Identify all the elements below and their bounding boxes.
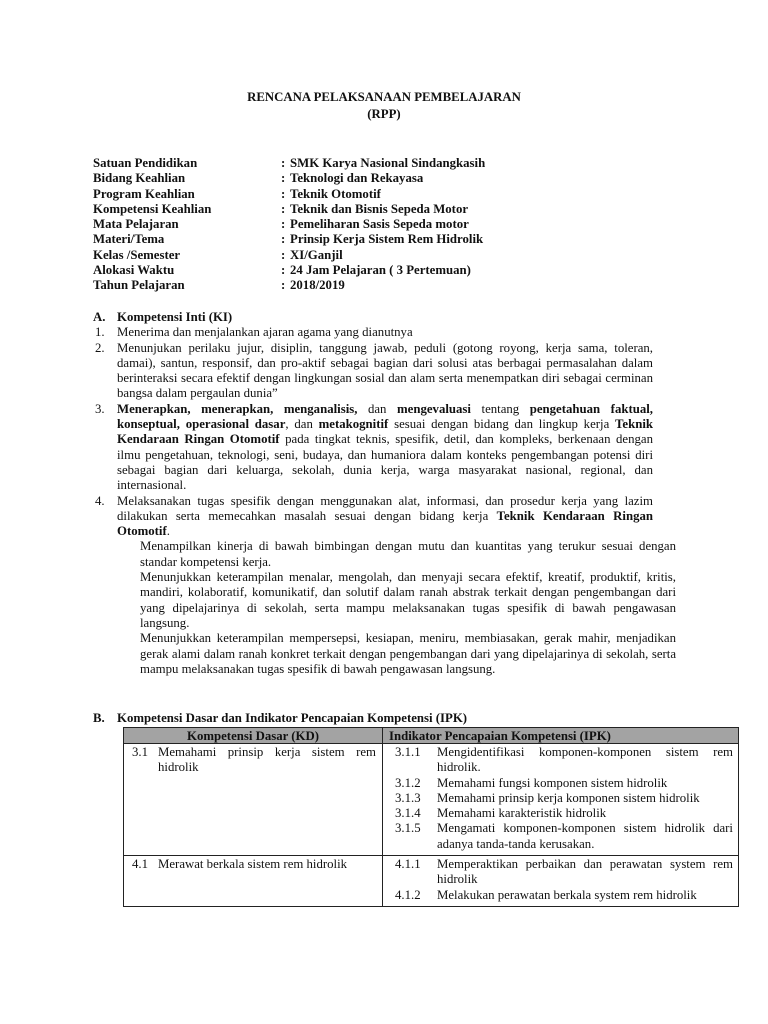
ipk-text: Memahami fungsi komponen sistem hidrolik [437,775,668,790]
info-row [93,156,485,171]
info-colon: : [281,156,286,170]
ki-bold-text: mengevaluasi [397,401,471,416]
ipk-text: Mengamati komponen-komponen sistem hidrolik dari adanya tanda-tanda kerusakan. [437,821,733,851]
identity-block [93,156,485,294]
section-kompetensi-dasar [93,711,743,726]
ki-plain-text: tentang [470,401,530,416]
ki-plain-text: dan [357,401,398,416]
document-title [0,89,768,122]
info-colon: : [281,232,286,247]
info-value: Teknologi dan Rekayasa [290,171,424,186]
ki-number: 4. [95,493,105,508]
kd-number: 4.1 [132,857,148,872]
info-value: SMK Karya Nasional Sindangkasih [290,156,486,170]
info-label: Satuan Pendidikan [93,156,198,170]
ipk-cell [383,744,739,856]
ipk-text: Melakukan perawatan berkala system rem hidrolik [437,887,697,902]
info-colon: : [281,263,286,278]
info-value: 24 Jam Pelajaran ( 3 Pertemuan) [290,263,471,278]
section-b-title: Kompetensi Dasar dan Indikator Pencapaian Kompetensi (IPK) [117,711,468,725]
ki-paragraph: Menunjukkan keterampilan mempersepsi, kesiapan, meniru, membiasakan, gerak mahir, menjadikan gerak alami dalam ranah konkret terkait dengan pengembangan dari yang dipelajarinya di sekolah, serta mampu melaksanakan tugas spesifik di bawah pengawasan langsung. [140,631,676,676]
info-value: 2018/2019 [290,278,345,293]
ipk-text: Memahami karakteristik hidrolik [437,806,607,821]
ipk-number: 3.1.4 [395,806,421,821]
info-row [93,278,485,293]
section-a-letter: A. [93,310,106,324]
info-row [93,217,485,232]
ki-plain-text: sesuai dengan bidang dan lingkup kerja [388,417,616,432]
ipk-number: 4.1.1 [395,857,421,872]
ki-number: 1. [95,325,105,340]
ipk-item [387,821,734,852]
info-row [93,248,485,263]
ipk-number: 3.1.1 [395,745,421,759]
ipk-number: 3.1.2 [395,775,421,790]
ki-text [117,494,653,540]
info-label: Materi/Tema [93,232,165,247]
table-row [124,856,739,907]
table-row [124,744,739,856]
ipk-item [387,791,734,806]
section-b-heading [93,711,743,726]
info-label: Kelas /Semester [93,247,181,262]
table-header-ipk: Indikator Pencapaian Kompetensi (IPK) [383,728,739,744]
info-colon: : [281,247,286,262]
info-row [93,202,485,217]
kd-text: Memahami prinsip kerja sistem rem hidrolik [158,745,376,775]
title-line-1: RENCANA PELAKSANAAN PEMBELAJARAN [247,90,521,104]
info-value: Teknik dan Bisnis Sepeda Motor [290,201,469,216]
ki-paragraph: Menampilkan kinerja di bawah bimbingan dengan mutu dan kuantitas yang terukur sesuai dengan standar kompetensi kerja. [140,539,676,569]
ki-bold-text: Teknik Kendaraan Ringan Otomotif [117,417,653,447]
ki-text [117,402,653,494]
info-value: XI/Ganjil [290,247,343,262]
table-header-row [124,728,739,744]
info-row [93,232,485,247]
ipk-number: 4.1.2 [395,887,421,902]
section-a-title: Kompetensi Inti (KI) [117,310,233,324]
info-value: Prinsip Kerja Sistem Rem Hidrolik [290,232,484,247]
ki-text: Menerima dan menjalankan ajaran agama yang dianutnya [117,325,413,340]
ipk-item [387,888,734,903]
ipk-text: Memperaktikan perbaikan dan perawatan system rem hidrolik [437,857,733,887]
info-row [93,187,485,202]
info-value: Pemeliharan Sasis Sepeda motor [290,217,469,232]
ki-item [93,402,676,494]
ki-item [93,494,676,540]
table-header-kd: Kompetensi Dasar (KD) [124,728,383,744]
kd-number: 3.1 [132,745,148,759]
section-b-letter: B. [93,711,105,725]
info-colon: : [281,171,286,186]
title-line-2: (RPP) [367,106,401,121]
info-label: Alokasi Waktu [93,263,175,278]
ki-bold-text: pengetahuan faktual, konseptual, operasional dasar [117,401,653,432]
info-colon: : [281,201,286,216]
ipk-number: 3.1.3 [395,790,421,805]
info-row [93,171,485,186]
kd-text: Merawat berkala sistem rem hidrolik [158,857,348,872]
info-colon: : [281,217,286,232]
ki-plain-text: . [166,524,170,539]
ipk-item [387,776,734,791]
ipk-text: Mengidentifikasi komponen-komponen sistem rem hidrolik. [437,745,733,775]
info-label: Program Keahlian [93,186,195,201]
ipk-item [387,745,734,776]
info-label: Kompetensi Keahlian [93,201,212,216]
info-colon: : [281,278,286,293]
kd-cell [124,856,383,907]
ki-list [93,325,676,539]
ki-plain-text: , dan [285,417,319,432]
ki-plain-text: pada tingkat teknis, spesifik, detil, dan kompleks, berkenaan dengan ilmu pengetahuan, teknologi, seni, budaya, dan humaniora dalam konteks pengembangan potensi diri sebagai bagian dari keluarga, sekolah, dunia kerja, warga masyarakat nasional, regional, dan internasional. [117,432,653,493]
info-colon: : [281,186,286,201]
ki-bold-text: metakognitif [318,417,389,432]
kd-cell [124,744,383,856]
ki-item [93,341,676,402]
ipk-item [387,806,734,821]
section-a-heading [93,310,676,325]
ki-item [93,325,676,340]
ki-plain-text: Melaksanakan tugas spesifik dengan menggunakan alat, informasi, dan prosedur kerja yang lazim dilakukan serta memecahkan masalah sesuai dengan bidang kerja [117,493,653,523]
ki-bold-text: Menerapkan, menerapkan, menganalisis, [117,401,358,416]
section-kompetensi-inti [93,310,676,677]
info-label: Bidang Keahlian [93,171,186,186]
kd-ipk-table [123,727,739,907]
ki-paragraph: Menunjukkan keterampilan menalar, mengolah, dan menyaji secara efektif, kreatif, produktif, kritis, mandiri, kolaboratif, komunikatif, dan solutif dalam ranah abstrak terkait dengan pengembangan dari yang dipelajarinya di sekolah, serta mampu melaksanakan tugas spesifik di bawah pengawasan langsung. [140,570,676,630]
ipk-text: Memahami prinsip kerja komponen sistem hidrolik [437,790,700,805]
ki-text: Menunjukan perilaku jujur, disiplin, tanggung jawab, peduli (gotong royong, kerja sama, toleran, damai), santun, responsif, dan pro-aktif sebagai bagian dari solusi atas berbagai permasalahan dalam berinteraksi secara efektif dengan lingkungan sosial dan alam serta menempatkan diri sebagai cerminan bangsa dalam pergaulan dunia” [117,340,653,401]
ki-bold-text: Teknik Kendaraan Ringan Otomotif [117,508,653,539]
ipk-cell [383,856,739,907]
info-value: Teknik Otomotif [290,186,381,201]
ipk-number: 3.1.5 [395,821,421,836]
info-label: Mata Pelajaran [93,217,179,232]
ipk-item [387,857,734,888]
info-row [93,263,485,278]
ki-number: 3. [95,401,105,416]
ki-number: 2. [95,340,105,355]
info-label: Tahun Pelajaran [93,278,185,293]
